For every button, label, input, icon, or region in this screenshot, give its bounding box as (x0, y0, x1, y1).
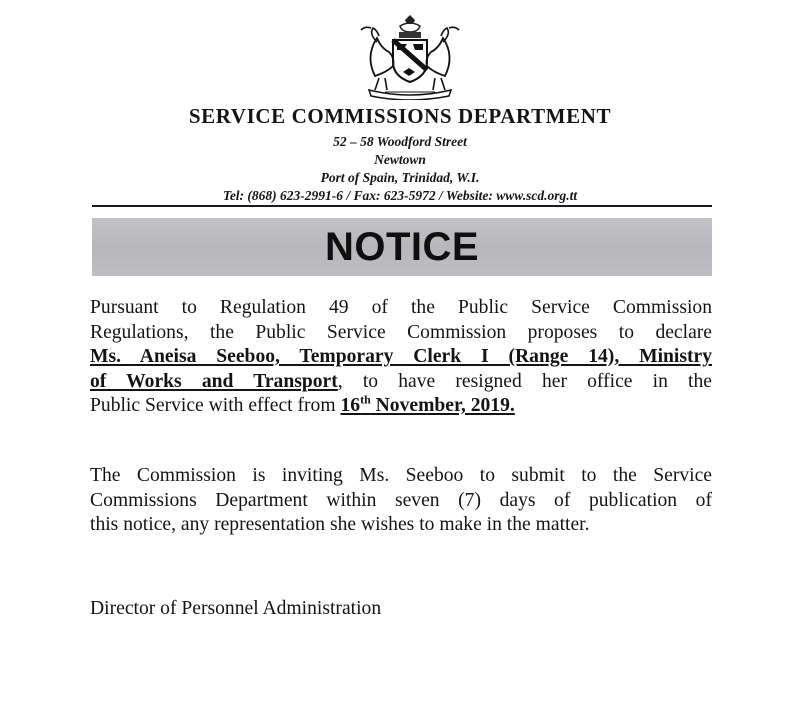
paragraph-1-line-4 (90, 370, 712, 395)
address-street: 52 – 58 Woodford Street (333, 134, 467, 149)
contact-line: Tel: (868) 623-2991-6 / Fax: 623-5972 / Website: www.scd.org.tt (222, 188, 578, 203)
paragraph-2-line-2: Commissions Department within seven (7) days of publication of (90, 489, 712, 511)
paragraph-1-line-5 (90, 394, 712, 419)
officer-name-title: Ms. Aneisa Seeboo, Temporary Clerk I (Range 14), Ministry (90, 346, 712, 367)
notice-paragraph-2 (90, 464, 712, 538)
effective-date (340, 392, 515, 416)
signatory-title: Director of Personnel Administration (90, 598, 382, 619)
paragraph-1-line-2: Regulations, the Public Service Commission proposes to declare (90, 321, 712, 343)
date-day: 16 (340, 395, 361, 416)
department-name: SERVICE COMMISSIONS DEPARTMENT (188, 104, 612, 128)
notice-banner (92, 218, 712, 276)
paragraph-2-line-3: this notice, any representation she wishes to make in the matter. (90, 514, 590, 535)
address-district: Newtown (374, 152, 426, 167)
paragraph-2-line-1: The Commission is inviting Ms. Seeboo to submit to the Service (90, 465, 712, 486)
resignation-clause: , to have resigned her office in the (337, 370, 712, 392)
date-suffix: th (360, 392, 371, 407)
paragraph-1-line-3 (90, 345, 712, 370)
coat-of-arms-icon (355, 14, 465, 100)
effective-clause: Public Service with effect from (90, 395, 341, 416)
notice-title: NOTICE (324, 225, 480, 269)
ministry-name: of Works and Transport (90, 370, 338, 392)
date-rest: November, 2019. (370, 395, 515, 416)
header-divider (92, 205, 712, 207)
paragraph-1-line-1: Pursuant to Regulation 49 of the Public Service Commission (90, 297, 712, 318)
address-city: Port of Spain, Trinidad, W.I. (320, 170, 480, 185)
notice-paragraph-1 (90, 296, 712, 442)
